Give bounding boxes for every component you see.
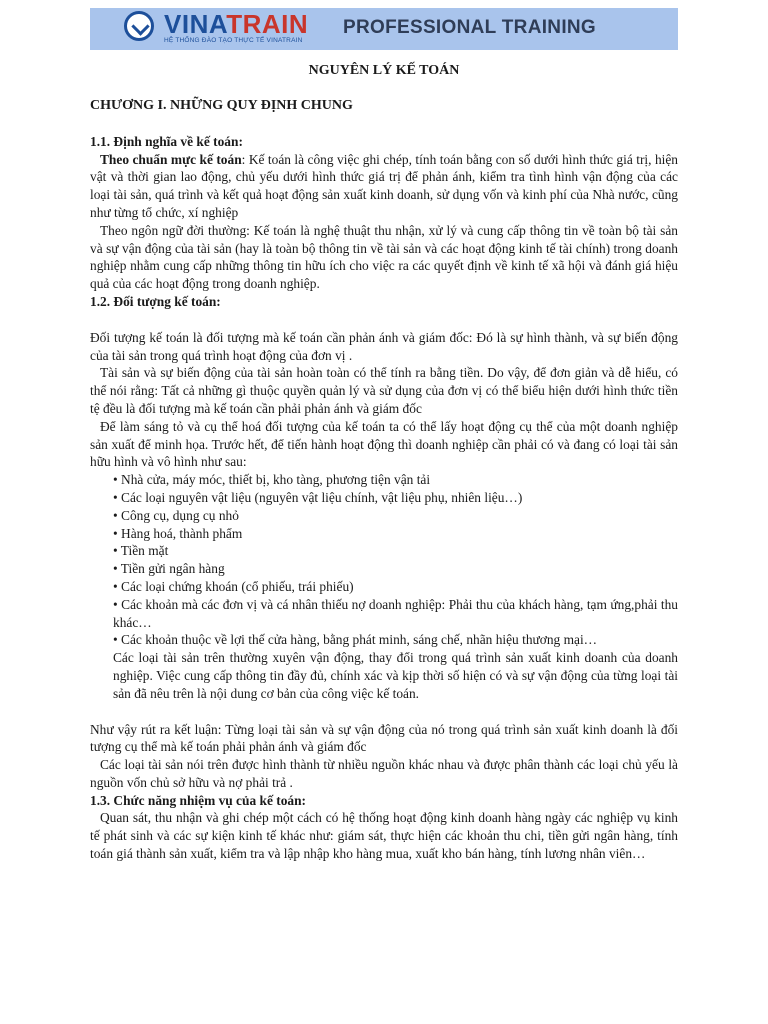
- paragraph: Quan sát, thu nhận và ghi chép một cách có hệ thống hoạt động kinh doanh hàng ngày các nghiệp vụ kinh tế phát sinh và các sự kiện kinh tế khác như: giám sát, thực hiện các khoản thu chi, tiền gửi ngân hàng, tính toán giá thành sản xuất, kiểm tra và lập nhập kho hàng mua, xuất kho bán hàng, tính lương nhân viên…: [90, 810, 678, 862]
- paragraph: Đối tượng kế toán là đối tượng mà kế toán cần phản ánh và giám đốc: Đó là sự hình thành, và sự biến động của tài sản trong quá trình hoạt động của đơn vị .: [90, 329, 678, 363]
- paragraph: Như vậy rút ra kết luận: Từng loại tài sản và sự vận động của nó trong quá trình sản xuất kinh doanh là đối tượng cụ thể mà kế toán phải phản ánh và giám đốc: [90, 721, 678, 755]
- inline-bold-term: Theo chuẩn mực kế toán: [100, 151, 242, 167]
- logo-tagline: HỆ THỐNG ĐÀO TẠO THỰC TẾ VINATRAIN: [164, 37, 303, 44]
- paragraph-text: : Kế toán là công việc ghi chép, tính toán bằng con số dưới hình thức giá trị, hiện vật và thời gian lao động, chủ yếu dưới hình thức giá trị để phản ánh, kiểm tra tình hình vận động của các loại tài sản, quá trình và kết quả hoạt động sản xuất kinh doanh, sử dụng vốn và kinh phí của Nhà nước, cũng như từng tổ chức, xí nghiệp: [90, 151, 678, 220]
- list-item: • Tiền gửi ngân hàng: [113, 561, 225, 577]
- header-banner: [90, 8, 678, 50]
- chapter-heading: CHƯƠNG I. NHỮNG QUY ĐỊNH CHUNG: [90, 98, 353, 113]
- list-item: • Các loại nguyên vật liệu (nguyên vật liệu chính, vật liệu phụ, nhiên liệu…): [113, 489, 523, 505]
- logo-name-part2: TRAIN: [226, 9, 309, 39]
- paragraph: Các loại tài sản trên thường xuyên vận động, thay đổi trong quá trình sản xuất kinh doanh của doanh nghiệp. Việc cung cấp thông tin đầy đủ, chính xác và kịp thời số hiện có và sự vận động của từng loại tài sản đã nêu trên là nội dung cơ bản của công việc kế toán.: [113, 650, 678, 701]
- paragraph: [90, 151, 678, 222]
- list-item: • Các khoản thuộc về lợi thế cửa hàng, bằng phát minh, sáng chế, nhãn hiệu thương mại…: [113, 632, 598, 648]
- paragraph: Theo ngôn ngữ đời thường: Kế toán là nghệ thuật thu nhận, xử lý và cung cấp thông tin về toàn bộ tài sản và sự vận động của tài sản (hay là toàn bộ thông tin về tài sản và các hoạt động kinh tế tài chính) trong doanh nghiệp nhằm cung cấp những thông tin hữu ích cho việc ra các quyết định về kinh tế xã hội và đánh giá hiệu quả của các hoạt động trong doanh nghiệp.: [90, 222, 678, 292]
- section-heading-1-2: 1.2. Đối tượng kế toán:: [90, 293, 221, 309]
- document-title: NGUYÊN LÝ KẾ TOÁN: [308, 63, 460, 78]
- paragraph: Các loại tài sản nói trên được hình thành từ nhiều nguồn khác nhau và được phân thành các loại chủ yếu là nguồn vốn chủ sở hữu và nợ phải trả .: [90, 757, 678, 790]
- document-body: [90, 97, 678, 863]
- list-item: • Các khoản mà các đơn vị và cá nhân thiếu nợ doanh nghiệp: Phải thu của khách hàng, tạm ứng,phải thu khác…: [113, 596, 678, 630]
- section-heading-1-3: 1.3. Chức năng nhiệm vụ của kế toán:: [90, 792, 306, 808]
- list-item: • Công cụ, dụng cụ nhỏ: [113, 507, 239, 523]
- list-item: • Các loại chứng khoán (cổ phiếu, trái phiếu): [113, 578, 354, 594]
- vinatrain-logo-icon: [124, 11, 154, 41]
- banner-title: PROFESSIONAL TRAINING: [343, 17, 596, 38]
- section-heading-1-1: 1.1. Định nghĩa về kế toán:: [90, 133, 243, 149]
- list-item: • Tiền mặt: [113, 543, 169, 559]
- paragraph: Để làm sáng tỏ và cụ thể hoá đối tượng của kế toán ta có thể lấy hoạt động cụ thể của một doanh nghiệp sản xuất để minh họa. Trước hết, để tiến hành hoạt động thì doanh nghiệp cần phải có và đang có loại tài sản hữu hình và vô hình như sau:: [90, 418, 678, 470]
- logo-name-part1: VINA: [164, 9, 227, 39]
- list-item: • Nhà cửa, máy móc, thiết bị, kho tàng, phương tiện vận tải: [113, 472, 431, 488]
- paragraph: Tài sản và sự biến động của tài sản hoàn toàn có thể tính ra bằng tiền. Do vậy, để đơn giản và dễ hiểu, có thể nói rằng: Tất cả những gì thuộc quyền quản lý và sử dụng của đơn vị có thể biểu hiện dưới hình thức tiền tệ đều là đối tượng mà kế toán cần phải phản ánh và giám đốc: [90, 365, 678, 416]
- list-item: • Hàng hoá, thành phẩm: [113, 525, 243, 541]
- logo-name: [164, 9, 308, 39]
